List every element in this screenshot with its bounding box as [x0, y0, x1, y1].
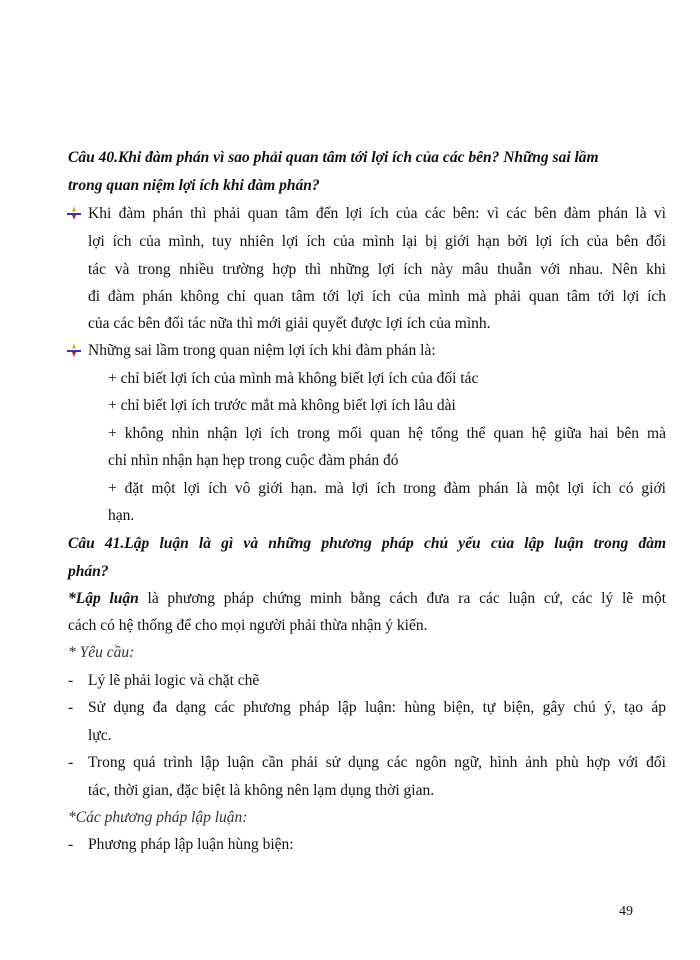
- mistake-item-continued: chỉ nhìn nhận hạn hẹp trong cuộc đàm phán đó: [108, 452, 399, 469]
- mistake-item-continued: hạn.: [108, 507, 135, 524]
- requirement-item: Sử dụng đa dạng các phương pháp lập luận: hùng biện, tự biện, gây chú ý, tạo áp: [88, 699, 666, 716]
- q41-definition-line1: [68, 588, 666, 610]
- requirement-item: Lý lẽ phải logic và chặt chẽ: [88, 672, 260, 689]
- definition-term: *Lập luận: [68, 590, 139, 607]
- q41-title-line2: phán?: [68, 563, 109, 580]
- dash-bullet: -: [68, 836, 74, 853]
- q40-title-line1: Câu 40.Khi đàm phán vì sao phải quan tâm tới lợi ích của các bên? Những sai lầm: [68, 149, 599, 166]
- q40-para1-line5: của các bên đối tác nữa thì mới giải quyết được lợi ích của mình.: [88, 315, 491, 332]
- requirement-item-continued: lực.: [88, 727, 112, 744]
- bullet-pen-icon: [66, 342, 82, 358]
- q41-definition-line2: cách có hệ thống để cho mọi người phải thừa nhận ý kiến.: [68, 617, 428, 634]
- dash-bullet: -: [68, 699, 74, 716]
- q40-para1-line4: đi đàm phán không chỉ quan tâm tới lợi ích của mình mà phải quan tâm tới lợi ích: [88, 288, 666, 305]
- method-item: Phương pháp lập luận hùng biện:: [88, 836, 294, 853]
- requirements-heading: * Yêu cầu:: [68, 644, 135, 661]
- bullet-pen-icon: [66, 205, 82, 221]
- q40-para1-line2: lợi ích của mình, tuy nhiên lợi ích của mình lại bị giới hạn bởi lợi ích của bên đối: [88, 233, 666, 250]
- dash-bullet: -: [68, 754, 74, 771]
- page-number: 49: [619, 904, 633, 919]
- requirement-item: Trong quá trình lập luận cần phải sử dụng các ngôn ngữ, hình ảnh phù hợp với đối: [88, 754, 666, 771]
- requirement-item-continued: tác, thời gian, đặc biệt là không nên lạm dụng thời gian.: [88, 782, 435, 799]
- q40-title-line2: trong quan niệm lợi ích khi đàm phán?: [68, 177, 320, 194]
- methods-heading: *Các phương pháp lập luận:: [68, 809, 248, 826]
- mistake-item: + chỉ biết lợi ích của mình mà không biết lợi ích của đối tác: [108, 370, 479, 387]
- mistake-item: + chỉ biết lợi ích trước mắt mà không biết lợi ích lâu dài: [108, 397, 456, 414]
- q41-title-line1: Câu 41.Lập luận là gì và những phương pháp chủ yếu của lập luận trong đàm: [68, 535, 666, 552]
- dash-bullet: -: [68, 672, 74, 689]
- q40-para1-line3: tác và trong nhiều trường hợp thì những lợi ích này mâu thuẫn với nhau. Nên khi: [88, 261, 666, 278]
- mistake-item: + đặt một lợi ích vô giới hạn. mà lợi ích trong đàm phán là một lợi ích có giới: [108, 480, 666, 497]
- mistake-item: + không nhìn nhận lợi ích trong mối quan hệ tổng thể quan hệ giữa hai bên mà: [108, 425, 666, 442]
- q40-para2-intro: Những sai lầm trong quan niệm lợi ích khi đàm phán là:: [88, 342, 436, 359]
- q40-para1-line1: Khi đàm phán thì phải quan tâm đến lợi ích của các bên: vì các bên đàm phán là vì: [88, 205, 666, 222]
- definition-text: là phương pháp chứng minh bằng cách đưa ra các luận cứ, các lý lẽ một: [138, 590, 667, 607]
